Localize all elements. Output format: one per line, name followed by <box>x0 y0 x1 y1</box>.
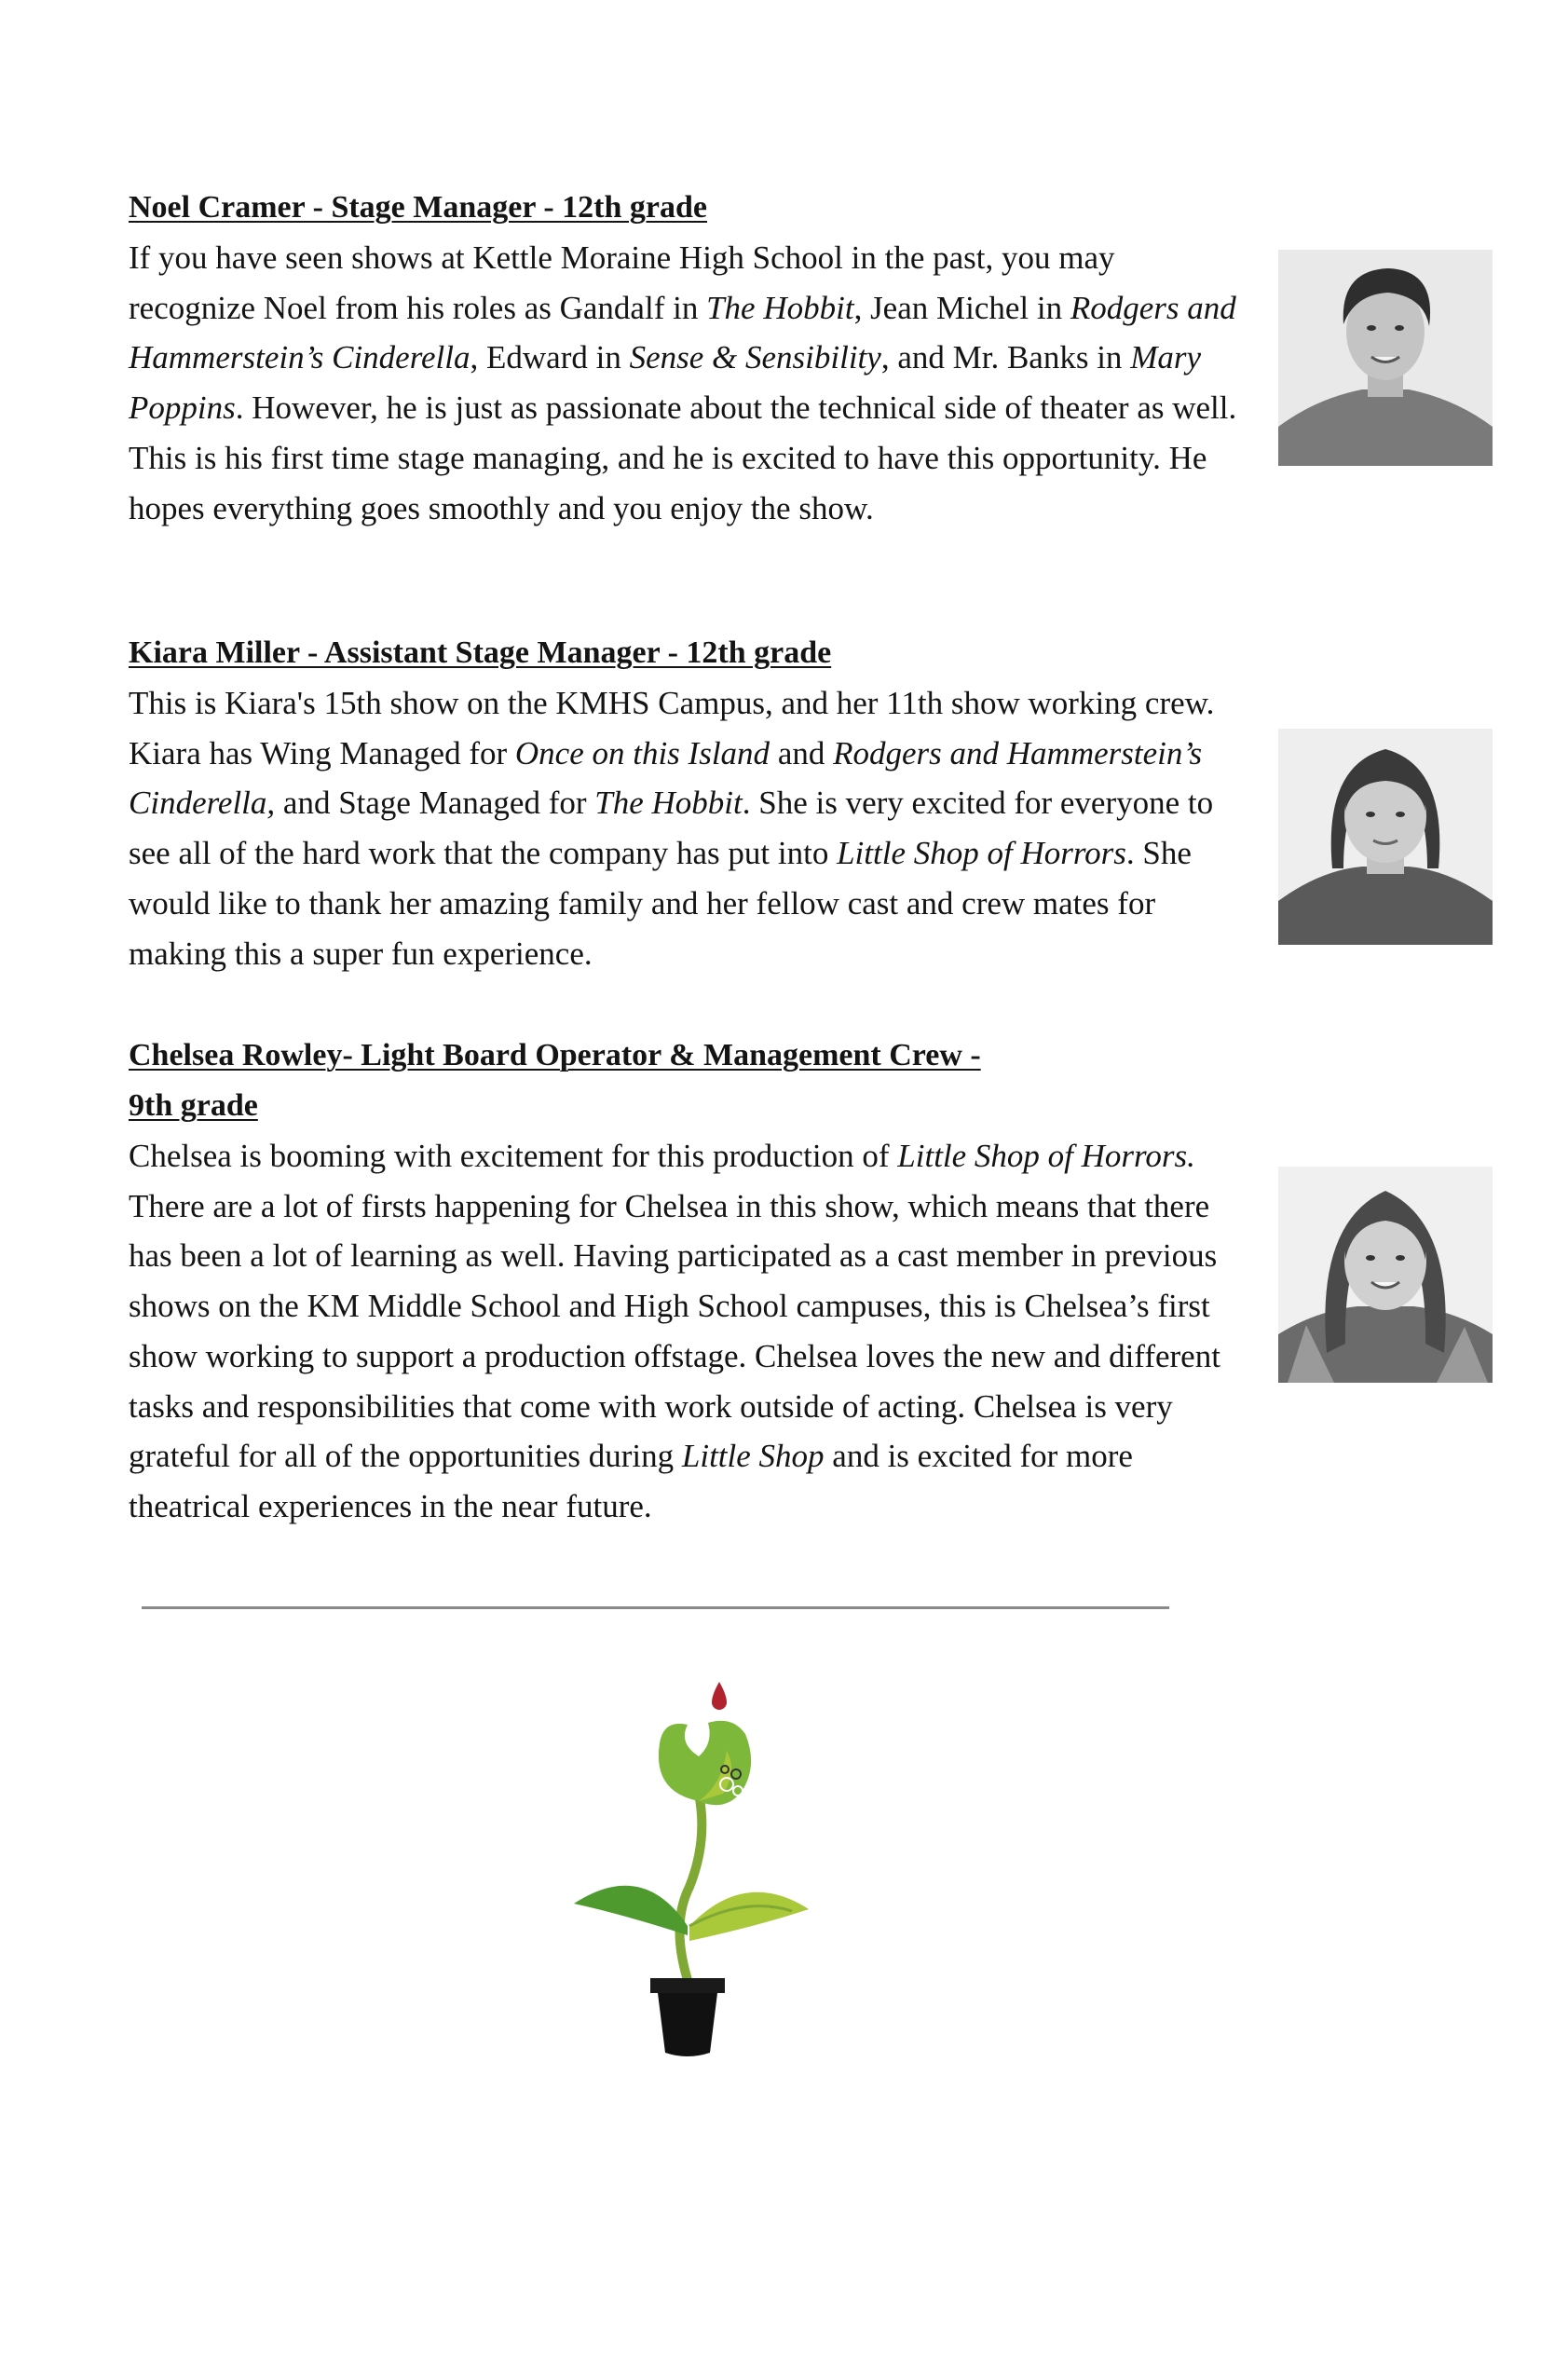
italic-title-text: Little Shop <box>681 1438 825 1475</box>
body-text: This is Kiara's 15th show on the KMHS Campus, and her 11th show working crew. Kiara has Wing Managed for <box>129 685 1215 772</box>
body-text: and is excited for more theatrical experiences in the near future. <box>129 1438 1133 1524</box>
section-divider <box>142 1606 1169 1609</box>
bio-heading-line-1: Chelsea Rowley- Light Board Operator & Management Crew - <box>129 1038 981 1072</box>
italic-title-text: Rodgers and Hammerstein’s Cinderella <box>129 289 1236 376</box>
bio-text <box>129 678 1247 978</box>
body-text: , Jean Michel in <box>853 289 1070 326</box>
body-text: Chelsea is booming with excitement for this production of <box>129 1138 898 1174</box>
italic-title-text: Sense & Sensibility <box>629 339 881 376</box>
body-text: . She is very excited for everyone to see all of the hard work that the company has put into <box>129 785 1214 872</box>
italic-title-text: Little Shop of Horrors <box>837 835 1126 872</box>
bio-chelsea-rowley <box>129 1031 1247 1532</box>
plant-leaf-left-icon <box>574 1886 688 1935</box>
italic-title-text: The Hobbit <box>706 289 854 326</box>
body-text: , and Mr. Banks in <box>880 339 1131 376</box>
bio-text <box>129 233 1247 533</box>
headshot-chelsea <box>1278 1167 1493 1383</box>
body-text: , Edward in <box>470 339 630 376</box>
body-text: . She would like to thank her amazing family and her fellow cast and crew mates for making this a super fun experience. <box>129 835 1192 972</box>
bio-heading: Kiara Miller - Assistant Stage Manager - 12th grade <box>129 635 832 670</box>
italic-title-text: Rodgers and Hammerstein’s Cinderella, <box>129 734 1203 822</box>
plant-stem-icon <box>679 1794 702 1980</box>
bio-noel-cramer <box>129 183 1247 533</box>
italic-title-text: Mary Poppins <box>129 339 1201 427</box>
italic-title-text: Once on this Island <box>514 734 770 772</box>
bio-heading: Noel Cramer - Stage Manager - 12th grade <box>129 190 707 225</box>
italic-title-text: The Hobbit <box>594 785 743 822</box>
body-text: There are a lot of firsts happening for Chelsea in this show, which means that there has been a lot of learning as well. Having participated as a cast member in previous shows on the KM Middle School and High School campuses, this is Chelsea’s first show working to support a production offstage. Chelsea loves the new and different tasks and responsibilities that come with work outside of acting. Chelsea is very grateful for all of the opportunities during <box>129 1187 1220 1475</box>
plant-pod-icon <box>659 1721 751 1806</box>
body-text: and Stage Managed for <box>275 785 595 822</box>
body-text: . However, he is just as passionate about the technical side of theater as well. This is his first time stage managing, and he is excited to have this opportunity. He hopes everything goes smoothly and you enjoy the show. <box>129 389 1237 526</box>
headshot-kiara <box>1278 729 1493 945</box>
bio-kiara-miller <box>129 628 1247 978</box>
italic-title-text: Little Shop of Horrors. <box>897 1138 1195 1174</box>
bio-text <box>129 1131 1247 1532</box>
body-text: and <box>770 734 834 772</box>
blood-drop-icon <box>712 1682 727 1710</box>
headshot-noel <box>1278 250 1493 466</box>
body-text: If you have seen shows at Kettle Moraine High School in the past, you may recognize Noel from his roles as Gandalf in <box>129 239 1115 326</box>
bio-heading-line-2: 9th grade <box>129 1088 258 1123</box>
plant-illustration <box>559 1682 820 2096</box>
